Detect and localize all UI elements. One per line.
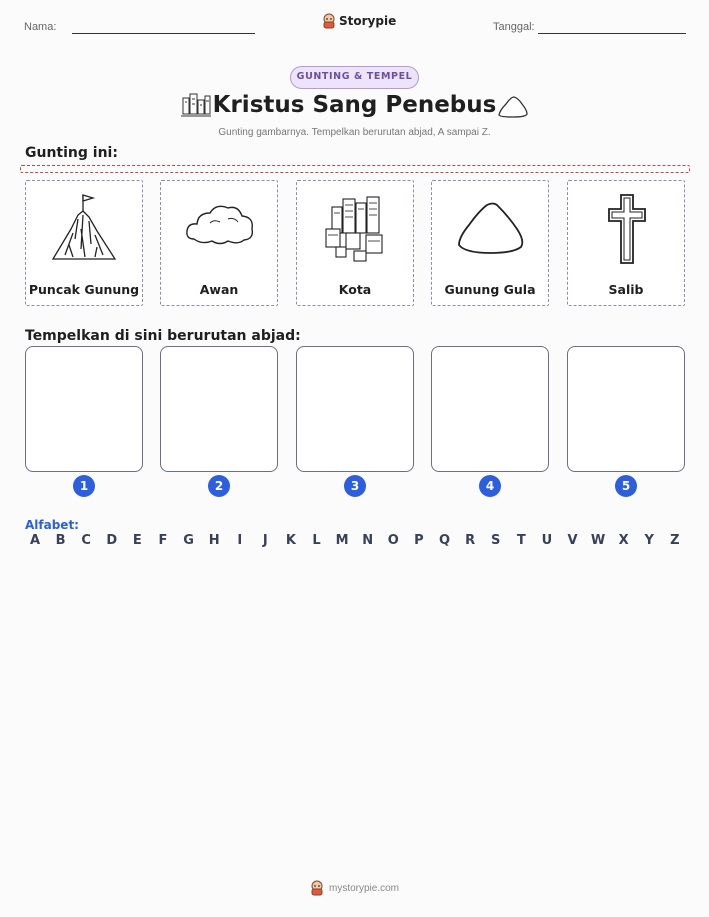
cut-line — [20, 165, 690, 173]
card-label: Salib — [608, 282, 644, 297]
paste-slot-1[interactable] — [25, 346, 143, 472]
slot-number: 3 — [344, 475, 366, 497]
alphabet-letter: G — [183, 533, 194, 548]
slot-number: 5 — [615, 475, 637, 497]
date-line — [538, 33, 686, 34]
slot-number: 2 — [208, 475, 230, 497]
city-icon — [316, 189, 396, 269]
card-puncak-gunung[interactable] — [25, 180, 143, 306]
name-line — [72, 33, 255, 34]
card-awan[interactable] — [160, 180, 278, 306]
alphabet-row — [25, 533, 685, 548]
alphabet-letter: U — [541, 533, 553, 548]
card-label: Gunung Gula — [444, 282, 536, 297]
mountain-peak-icon — [45, 189, 125, 269]
name-label: Nama: — [24, 21, 57, 33]
paste-heading: Tempelkan di sini berurutan abjad: — [25, 328, 301, 344]
sugar-mound-icon — [451, 189, 531, 269]
alphabet-letter: W — [590, 533, 606, 548]
cut-heading: Gunting ini: — [25, 145, 118, 161]
card-salib[interactable] — [567, 180, 685, 306]
alphabet-letter: B — [55, 533, 66, 548]
alphabet-heading: Alfabet: — [25, 518, 79, 532]
alphabet-letter: D — [106, 533, 118, 548]
alphabet-letter: H — [208, 533, 220, 548]
page-title: Kristus Sang Penebus — [212, 92, 497, 118]
paste-slot-3[interactable] — [296, 346, 414, 472]
instructions: Gunting gambarnya. Tempelkan berurutan abjad, A sampai Z. — [218, 127, 491, 138]
cloud-icon — [180, 189, 260, 269]
alphabet-letter: C — [81, 533, 91, 548]
alphabet-letter: E — [132, 533, 142, 548]
paste-slot-5[interactable] — [567, 346, 685, 472]
card-gunung-gula[interactable] — [431, 180, 549, 306]
alphabet-letter: Y — [644, 533, 654, 548]
alphabet-letter: Z — [670, 533, 680, 548]
alphabet-letter: T — [516, 533, 526, 548]
cross-icon — [587, 189, 667, 269]
card-kota[interactable] — [296, 180, 414, 306]
slot-number: 4 — [479, 475, 501, 497]
alphabet-letter: I — [237, 533, 243, 548]
slot-number: 1 — [73, 475, 95, 497]
alphabet-letter: F — [158, 533, 168, 548]
alphabet-letter: J — [262, 533, 268, 548]
card-label: Puncak Gunung — [28, 282, 140, 297]
alphabet-letter: R — [465, 533, 476, 548]
storypie-logo-icon — [322, 13, 336, 29]
activity-badge: GUNTING & TEMPEL — [290, 66, 419, 89]
alphabet-letter: L — [312, 533, 321, 548]
alphabet-letter: A — [29, 533, 41, 548]
alphabet-letter: X — [618, 533, 629, 548]
alphabet-letter: P — [414, 533, 424, 548]
card-label: Kota — [338, 282, 372, 297]
brand — [322, 13, 396, 29]
storypie-logo-icon — [310, 880, 324, 896]
footer-url[interactable]: mystorypie.com — [328, 882, 399, 894]
alphabet-letter: S — [491, 533, 501, 548]
date-label: Tanggal: — [493, 21, 535, 33]
alphabet-letter: V — [567, 533, 578, 548]
card-label: Awan — [199, 282, 239, 297]
paste-slot-2[interactable] — [160, 346, 278, 472]
sugar-mound-icon — [496, 92, 530, 120]
alphabet-letter: K — [285, 533, 296, 548]
alphabet-letter: M — [335, 533, 349, 548]
alphabet-letter: Q — [438, 533, 451, 548]
footer — [0, 880, 709, 896]
alphabet-letter: N — [362, 533, 374, 548]
alphabet-letter: O — [387, 533, 399, 548]
paste-slot-4[interactable] — [431, 346, 549, 472]
brand-name: Storypie — [339, 14, 397, 28]
